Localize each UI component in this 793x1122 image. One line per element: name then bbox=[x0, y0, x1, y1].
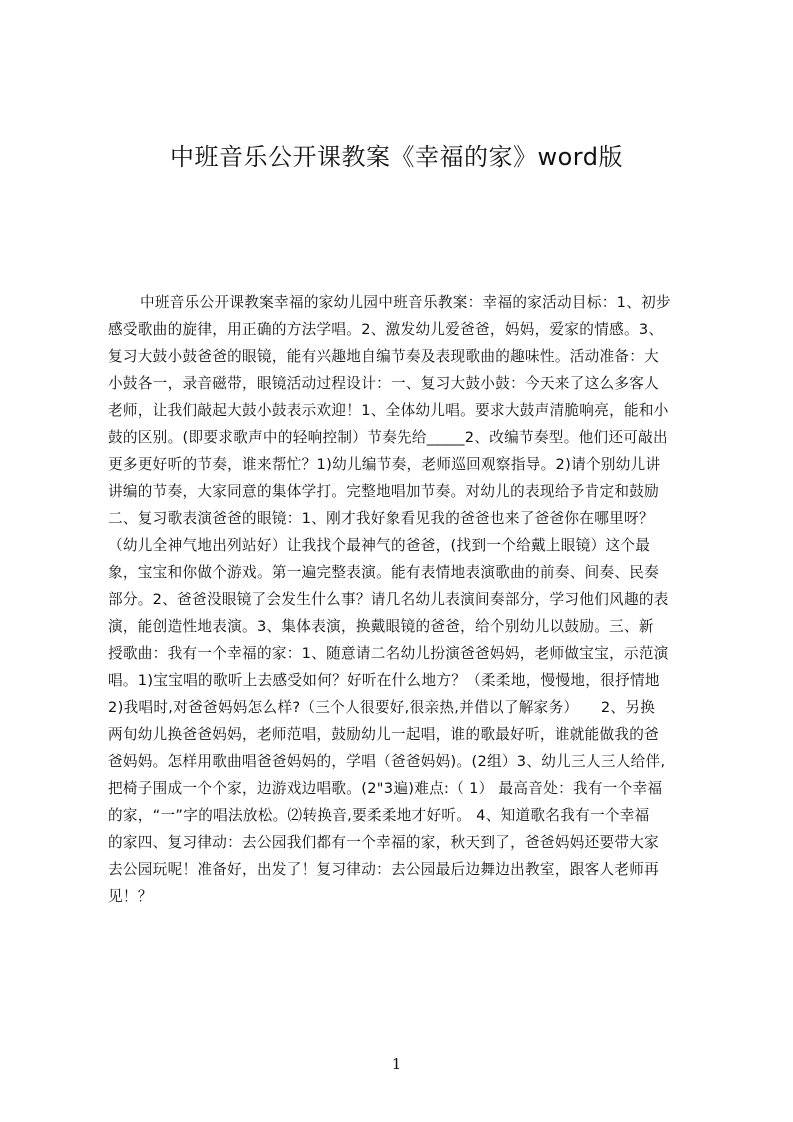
body-line: 象，宝宝和你做个游戏。第一遍完整表演。能有表情地表演歌曲的前奏、间奏、民奏 bbox=[108, 564, 660, 581]
body-line: 爸妈妈。怎样用歌曲唱爸爸妈妈的，学唱（爸爸妈妈)。(2组）3、幼儿三人三人给伴, bbox=[108, 753, 666, 770]
body-line: 授歌曲：我有一个幸福的家：1、随意请二名幼儿扮演爸爸妈妈，老师做宝宝，示范演 bbox=[108, 645, 669, 662]
body-line: 讲编的节奏，大家同意的集体学打。完整地唱加节奏。对幼儿的表现给予肯定和鼓励 bbox=[108, 483, 660, 500]
body-line: 更多更好听的节奏，谁来帮忙？1)幼儿编节奏，老师巡回观察指导。2)请个别幼儿讲 bbox=[108, 456, 661, 473]
body-line: 老师，让我们敲起大鼓小鼓表示欢迎！1、全体幼儿唱。要求大鼓声清脆响亮，能和小 bbox=[108, 402, 669, 419]
body-line: 去公园玩呢！准备好，出发了！复习律动：去公园最后边舞边出教室，跟客人老师再 bbox=[108, 861, 660, 878]
page-number: 1 bbox=[391, 1055, 402, 1073]
body-line: 中班音乐公开课教案幸福的家幼儿园中班音乐教案：幸福的家活动目标：1、初步 bbox=[140, 294, 671, 311]
body-line: 的家四、复习律动：去公园我们都有一个幸福的家，秋天到了，爸爸妈妈还要带大家 bbox=[108, 834, 660, 851]
body-line: 见！？ bbox=[108, 888, 153, 905]
body-line: 部分。2、爸爸没眼镜了会发生什么事？请几名幼儿表演间奏部分，学习他们风趣的表 bbox=[108, 591, 669, 608]
body-line: 感受歌曲的旋律，用正确的方法学唱。2、激发幼儿爱爸爸，妈妈，爱家的情感。3、 bbox=[108, 321, 664, 338]
body-line: 唱。1)宝宝唱的歌听上去感受如何？好听在什么地方？（柔柔地，慢慢地，很抒情地 bbox=[108, 672, 660, 689]
document-title: 中班音乐公开课教案《幸福的家》word版 bbox=[170, 143, 623, 171]
body-line: （幼儿全神气地出列站好）让我找个最神气的爸爸，(找到一个给戴上眼镜）这个最 bbox=[108, 537, 651, 554]
body-line: 两旬幼儿换爸爸妈妈，老师范唱，鼓励幼儿一起唱，谁的歌最好听，谁就能做我的爸 bbox=[108, 726, 660, 743]
body-line: 二、复习歌表演爸爸的眼镜：1、刚才我好象看见我的爸爸也来了爸爸你在哪里呀？ bbox=[108, 510, 654, 527]
body-line: 把椅子围成一个个家，边游戏边唱歌。(2"3遍)难点:（ 1） 最高音处：我有一个幸福 bbox=[108, 780, 663, 797]
body-line: 的家，“一”字的唱法放松。⑵转换音,要柔柔地才好听。 4、知道歌名我有一个幸福 bbox=[108, 807, 650, 824]
body-line: 小鼓各一，录音磁带，眼镜活动过程设计：一、复习大鼓小鼓：今天来了这么多客人 bbox=[108, 375, 660, 392]
body-line: 鼓的区别。(即要求歌声中的轻响控制）节奏先给_____2、改编节奏型。他们还可敲出 bbox=[108, 429, 668, 446]
body-line: 复习大鼓小鼓爸爸的眼镜，能有兴趣地自编节奏及表现歌曲的趣味性。活动准备：大 bbox=[108, 348, 660, 365]
body-line: 演，能创造性地表演。3、集体表演，换戴眼镜的爸爸，给个别幼儿以鼓励。三、新 bbox=[108, 618, 654, 635]
body-line: 2)我唱时,对爸爸妈妈怎么样?（三个人很要好,很亲热,并借以了解家务） 2、另换 bbox=[108, 699, 656, 716]
